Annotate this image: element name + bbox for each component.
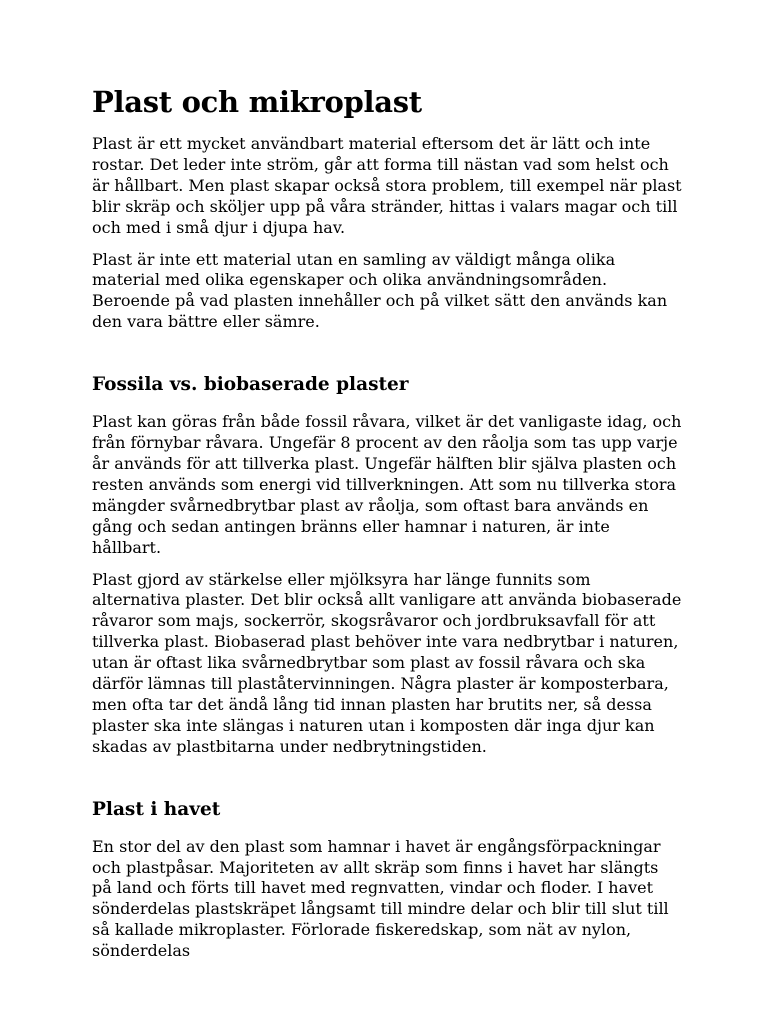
intro-paragraph-1: Plast är ett mycket användbart material eftersom det är lätt och inte rostar. Det leder inte ström, går att forma till nästan vad som helst och är hållbart. Men plast skapar också stora problem, till exempel när plast blir skräp och sköljer upp på våra stränder, hittas i valars magar och till och med i små djur i djupa hav. (92, 134, 682, 237)
document-page (92, 82, 682, 973)
section-spacer (92, 344, 682, 372)
section-spacer (92, 769, 682, 797)
section-paragraph: Plast kan göras från både fossil råvara, vilket är det vanligaste idag, och från förnybar råvara. Ungefär 8 procent av den råolja som tas upp varje år används för att tillverka plast. Ungefär hälften blir själva plasten och resten används som energi vid tillverkningen. Att som nu tillverka stora mängder svårnedbrytbar plast av råolja, som oftast bara används en gång och sedan antingen bränns eller hamnar i naturen, är inte hållbart. (92, 412, 682, 557)
section-heading: Fossila vs. biobaserade plaster (92, 374, 409, 396)
section-paragraph: Plast gjord av stärkelse eller mjölksyra har länge funnits som alternativa plaster. Det blir också allt vanligare att använda biobaserade råvaror som majs, sockerrör, skogsråvaror och jordbruksavfall för att tillverka plast. Biobaserad plast behöver inte vara nedbrytbar i naturen, utan är oftast lika svårnedbrytbar som plast av fossil råvara och ska därför lämnas till plaståtervinningen. Några plaster är komposterbara, men ofta tar det ändå lång tid innan plasten har brutits ner, så dessa plaster ska inte slängas i naturen utan i komposten där inga djur kan skadas av plastbitarna under nedbrytningstiden. (92, 569, 682, 756)
section-heading: Plast i havet (92, 798, 221, 820)
section-paragraph: En stor del av den plast som hamnar i havet är engångsförpackningar och plastpåsar. Majoriteten av allt skräp som finns i havet har slängts på land och förts till havet med regnvatten, vindar och floder. I havet sönderdelas plastskräpet långsamt till mindre delar och blir till slut till så kallade mikroplaster. Förlorade fiskeredskap, som nät av nylon, sönderdelas (92, 836, 669, 961)
section-plastic-in-ocean (92, 797, 682, 962)
section-fossil-vs-biobased (92, 372, 682, 758)
page-title: Plast och mikroplast (92, 85, 422, 119)
intro-paragraph-2: Plast är inte ett material utan en samling av väldigt många olika material med olika egenskaper och olika användningsområden. Beroende på vad plasten innehåller och på vilket sätt den används kan den vara bättre eller sämre. (92, 249, 668, 332)
